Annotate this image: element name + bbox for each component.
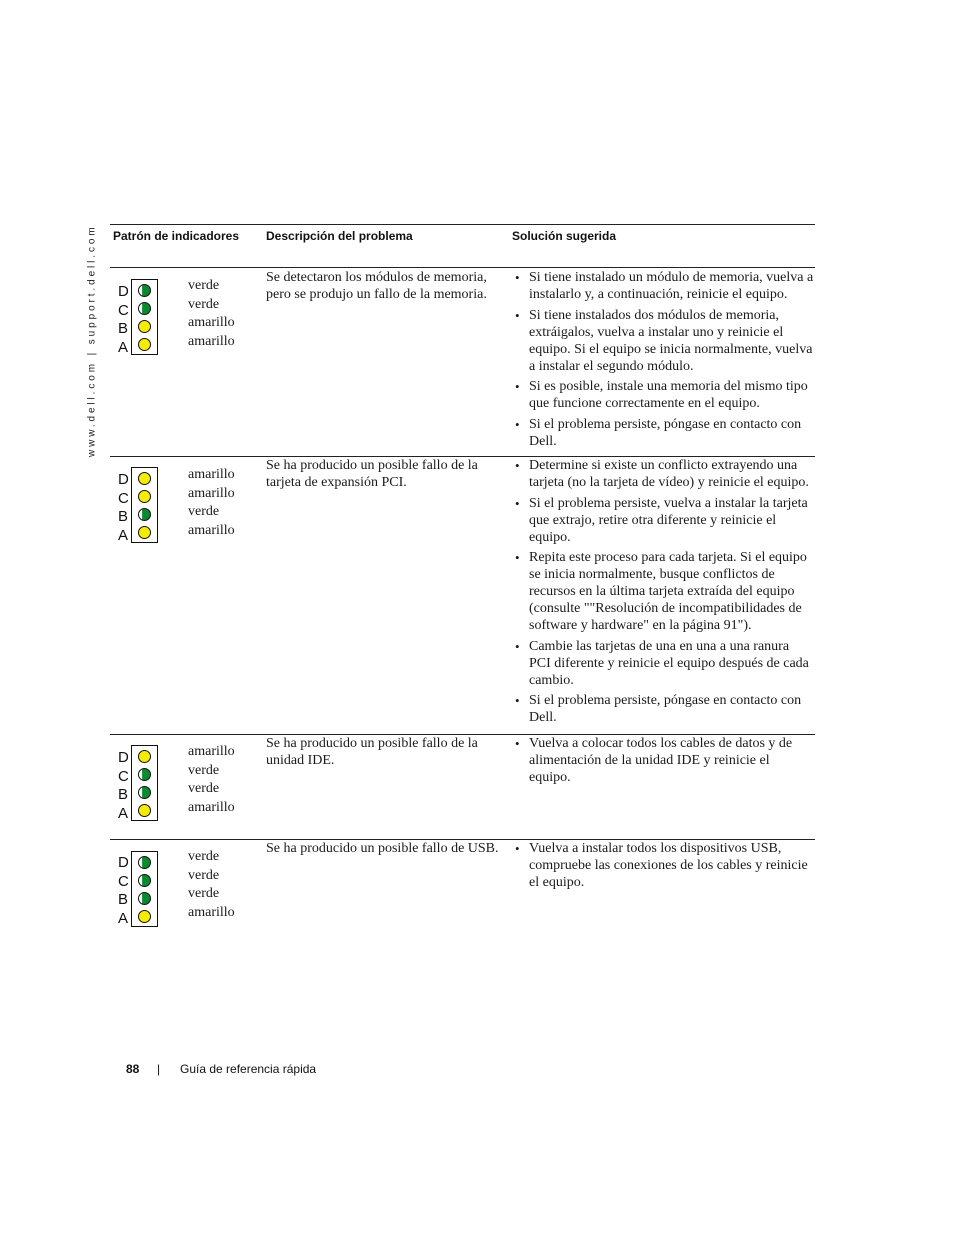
led-color-label: amarillo	[188, 315, 235, 331]
solution-list	[514, 269, 814, 453]
indicator-letter: D	[118, 749, 129, 766]
led-color-label: verde	[188, 504, 220, 520]
green-led-icon	[138, 874, 151, 887]
indicator-letter: A	[118, 338, 129, 356]
problem-description: Se ha producido un posible fallo de la tarjeta de expansión PCI.	[266, 458, 478, 490]
indicator-letter: A	[118, 526, 129, 544]
yellow-led-icon	[138, 490, 151, 503]
indicator-letter: B	[118, 786, 129, 803]
led-color-label: verde	[188, 849, 220, 864]
led-color-label: amarillo	[188, 905, 235, 921]
green-led-icon	[138, 786, 151, 799]
indicator-letter: C	[118, 767, 129, 785]
led-color-list	[188, 466, 235, 541]
solution-list	[514, 735, 814, 790]
green-led-icon	[138, 856, 151, 869]
yellow-led-icon	[138, 910, 151, 923]
indicator-letters	[118, 749, 129, 823]
led-color-list	[188, 743, 235, 818]
led-color-label: amarillo	[188, 523, 235, 539]
solution-item: • Cambie las tarjetas de una en una a una ranura PCI diferente y reinicie el equipo después de cada cambio.	[514, 638, 814, 689]
indicator-letter: C	[118, 301, 129, 319]
led-panel	[131, 279, 158, 355]
yellow-led-icon	[138, 804, 151, 817]
solution-item: • Determine si existe un conflicto extrayendo una tarjeta (no la tarjeta de vídeo) y reinicie el equipo.	[514, 457, 814, 491]
indicator-letter: D	[118, 283, 129, 300]
led-color-list	[188, 848, 235, 923]
indicator-letter: B	[118, 891, 129, 908]
solution-item: • Vuelva a instalar todos los dispositivos USB, compruebe las conexiones de los cables y reinicie el equipo.	[514, 840, 814, 891]
solution-list	[514, 840, 814, 895]
problem-description: Se ha producido un posible fallo de USB.	[266, 841, 499, 856]
led-color-label: amarillo	[188, 334, 235, 350]
green-led-icon	[138, 892, 151, 905]
led-color-label: verde	[188, 278, 220, 293]
solution-item: • Si el problema persiste, póngase en contacto con Dell.	[514, 416, 814, 450]
header-description: Descripción del problema	[266, 229, 413, 243]
indicator-letter: C	[118, 872, 129, 890]
led-color-label: verde	[188, 886, 220, 902]
solution-item: • Si tiene instalados dos módulos de memoria, extráigalos, vuelva a instalar uno y reinicie el equipo. Si el equipo se inicia normalmente, vuelva a instalar el segundo módulo.	[514, 307, 814, 375]
led-panel	[131, 851, 158, 927]
footer-separator: |	[157, 1062, 161, 1076]
problem-description: Se ha producido un posible fallo de la unidad IDE.	[266, 736, 478, 768]
indicator-letter: C	[118, 489, 129, 507]
yellow-led-icon	[138, 750, 151, 763]
led-color-list	[188, 277, 235, 352]
led-color-label: amarillo	[188, 744, 235, 759]
indicator-letter: B	[118, 320, 129, 337]
footer-title: Guía de referencia rápida	[180, 1062, 317, 1076]
side-url: www.dell.com | support.dell.com	[86, 224, 98, 458]
led-color-label: verde	[188, 296, 220, 312]
green-led-icon	[138, 768, 151, 781]
led-color-label: verde	[188, 781, 220, 797]
solution-item: • Repita este proceso para cada tarjeta. Si el equipo se inicia normalmente, busque conflictos de recursos en la última tarjeta extraída del equipo (consulte ""Resolución de incompatibilidades de software y hardware" en la página 91").	[514, 549, 814, 634]
solution-item: • Vuelva a colocar todos los cables de datos y de alimentación de la unidad IDE y reinicie el equipo.	[514, 735, 814, 786]
problem-description: Se detectaron los módulos de memoria, pero se produjo un fallo de la memoria.	[266, 270, 487, 302]
solution-item: • Si tiene instalado un módulo de memoria, vuelva a instalarlo y, a continuación, reinicie el equipo.	[514, 269, 814, 303]
led-color-label: verde	[188, 762, 220, 778]
yellow-led-icon	[138, 320, 151, 333]
green-led-icon	[138, 284, 151, 297]
indicator-table	[110, 224, 815, 940]
led-panel	[131, 745, 158, 821]
indicator-letter: D	[118, 854, 129, 871]
yellow-led-icon	[138, 338, 151, 351]
led-color-label: amarillo	[188, 485, 235, 501]
page-number: 88	[126, 1062, 140, 1076]
indicator-letters	[118, 471, 129, 545]
table-header	[110, 225, 815, 268]
led-panel	[131, 467, 158, 543]
solution-item: • Si el problema persiste, póngase en contacto con Dell.	[514, 692, 814, 726]
green-led-icon	[138, 302, 151, 315]
solution-item: • Si el problema persiste, vuelva a instalar la tarjeta que extrajo, retire otra diferente y reinicie el equipo.	[514, 495, 814, 546]
indicator-letters	[118, 283, 129, 357]
yellow-led-icon	[138, 472, 151, 485]
indicator-letters	[118, 854, 129, 928]
indicator-letter: A	[118, 909, 129, 927]
indicator-letter: B	[118, 508, 129, 525]
yellow-led-icon	[138, 526, 151, 539]
led-color-label: amarillo	[188, 800, 235, 816]
solution-item: • Si es posible, instale una memoria del mismo tipo que funcione correctamente en el equipo.	[514, 378, 814, 412]
led-color-label: verde	[188, 867, 220, 883]
led-color-label: amarillo	[188, 467, 235, 482]
header-pattern: Patrón de indicadores	[113, 229, 240, 243]
indicator-letter: D	[118, 471, 129, 488]
green-led-icon	[138, 508, 151, 521]
header-solution: Solución sugerida	[512, 229, 617, 243]
solution-list	[514, 457, 814, 730]
indicator-letter: A	[118, 804, 129, 822]
